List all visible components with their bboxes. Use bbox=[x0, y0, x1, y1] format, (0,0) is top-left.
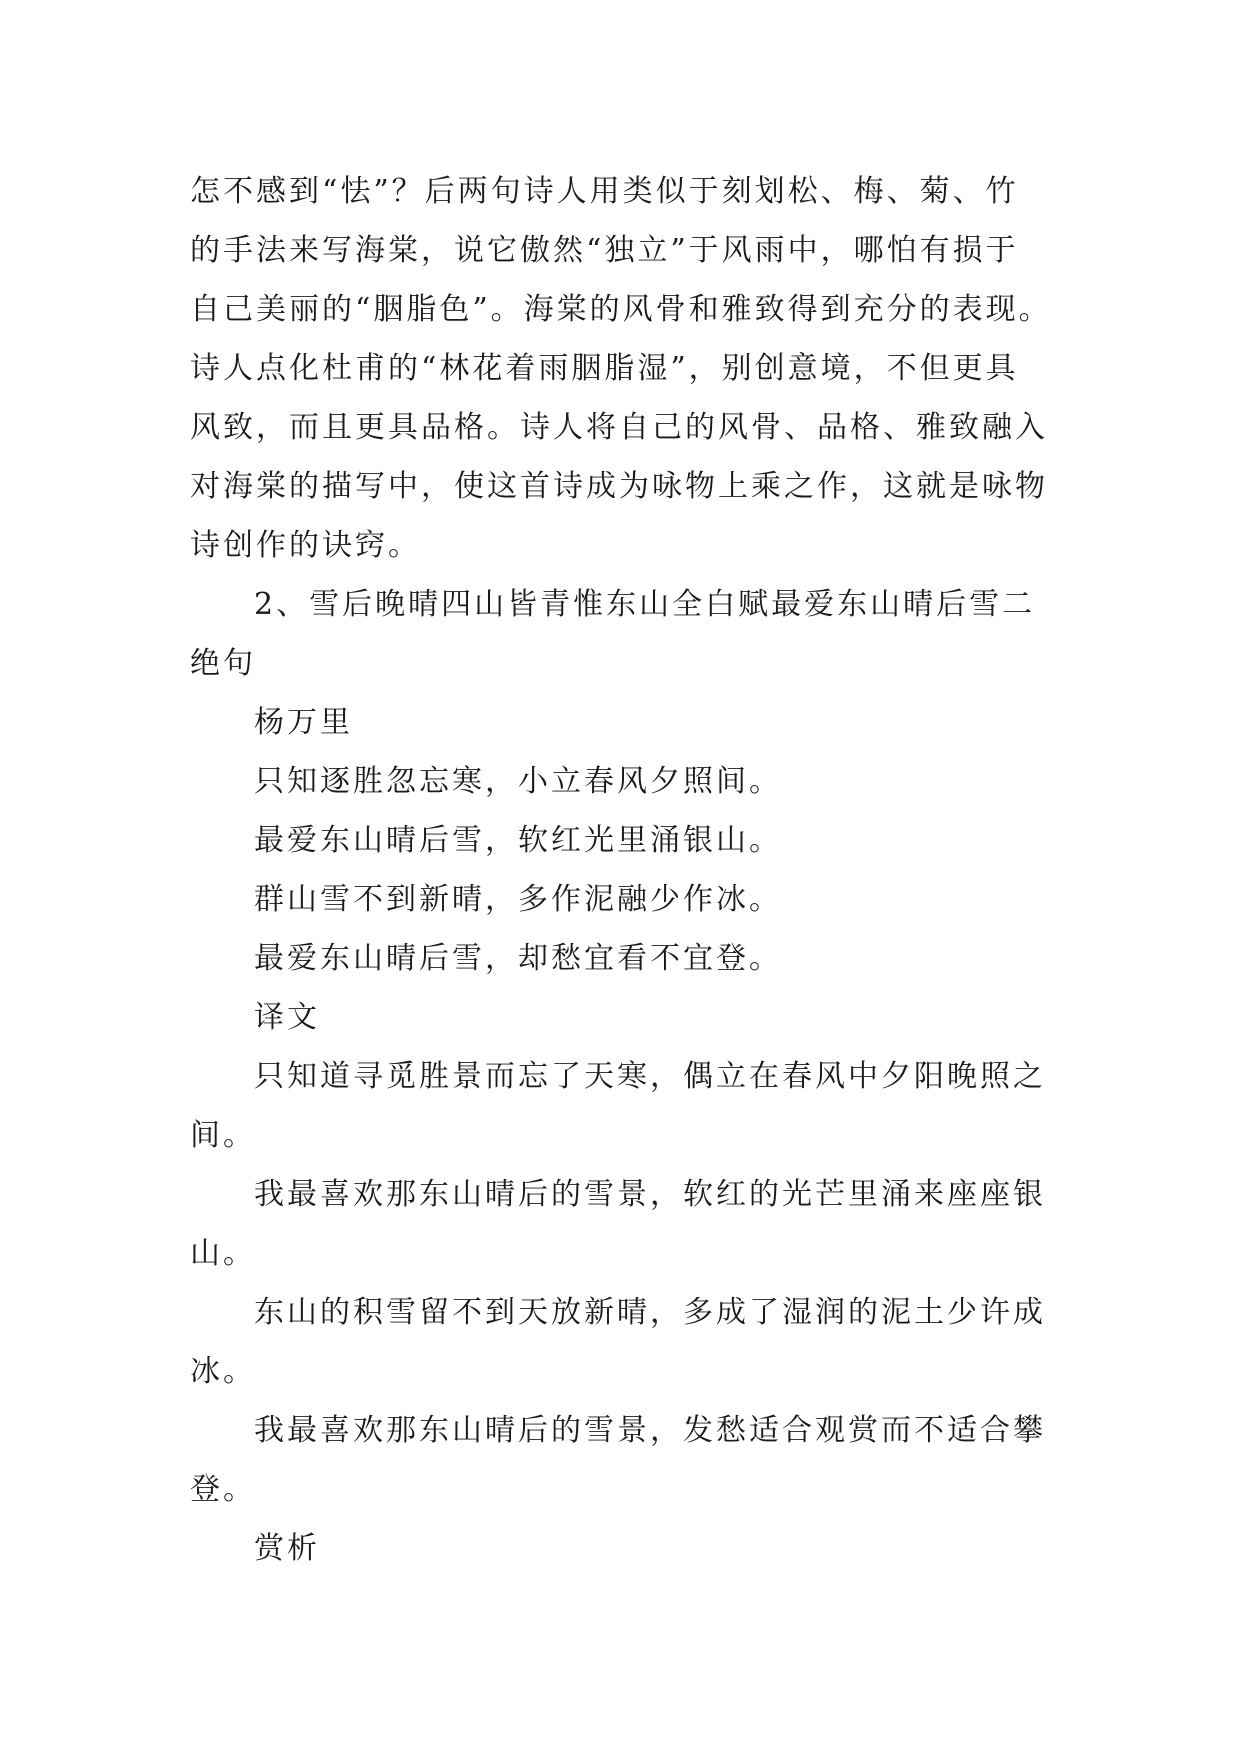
text-line: 风致，而且更具品格。诗人将自己的风骨、品格、雅致融入 bbox=[190, 410, 1048, 445]
text-line: 译文 bbox=[254, 1000, 320, 1035]
text-line: 怎不感到“怯”？后两句诗人用类似于刻划松、梅、菊、竹 bbox=[190, 174, 1019, 209]
text-line: 东山的积雪留不到天放新晴，多成了湿润的泥土少许成 bbox=[254, 1295, 1046, 1330]
text-line: 登。 bbox=[190, 1472, 256, 1507]
text-line: 诗人点化杜甫的“林花着雨胭脂湿”，别创意境，不但更具 bbox=[190, 351, 1019, 386]
text-line: 杨万里 bbox=[254, 705, 353, 740]
text-line: 只知道寻觅胜景而忘了天寒，偶立在春风中夕阳晚照之 bbox=[254, 1059, 1046, 1094]
text-line: 对海棠的描写中，使这首诗成为咏物上乘之作，这就是咏物 bbox=[190, 469, 1048, 504]
text-line: 自己美丽的“胭脂色”。海棠的风骨和雅致得到充分的表现。 bbox=[190, 292, 1052, 327]
text-line: 赏析 bbox=[254, 1531, 320, 1566]
text-line: 冰。 bbox=[190, 1354, 256, 1389]
text-line: 的手法来写海棠，说它傲然“独立”于风雨中，哪怕有损于 bbox=[190, 233, 1019, 268]
text-line: 最爱东山晴后雪，软红光里涌银山。 bbox=[254, 823, 782, 858]
text-line: 我最喜欢那东山晴后的雪景，软红的光芒里涌来座座银 bbox=[254, 1177, 1046, 1212]
text-line: 诗创作的诀窍。 bbox=[190, 528, 421, 563]
text-line: 只知逐胜忽忘寒，小立春风夕照间。 bbox=[254, 764, 782, 799]
text-line: 2、雪后晚晴四山皆青惟东山全白赋最爱东山晴后雪二 bbox=[254, 587, 1036, 622]
text-line: 山。 bbox=[190, 1236, 256, 1271]
text-line: 我最喜欢那东山晴后的雪景，发愁适合观赏而不适合攀 bbox=[254, 1413, 1046, 1448]
document-body bbox=[190, 162, 1090, 1578]
text-line: 间。 bbox=[190, 1118, 256, 1153]
text-line: 最爱东山晴后雪，却愁宜看不宜登。 bbox=[254, 941, 782, 976]
text-line: 绝句 bbox=[190, 646, 256, 681]
text-line: 群山雪不到新晴，多作泥融少作冰。 bbox=[254, 882, 782, 917]
